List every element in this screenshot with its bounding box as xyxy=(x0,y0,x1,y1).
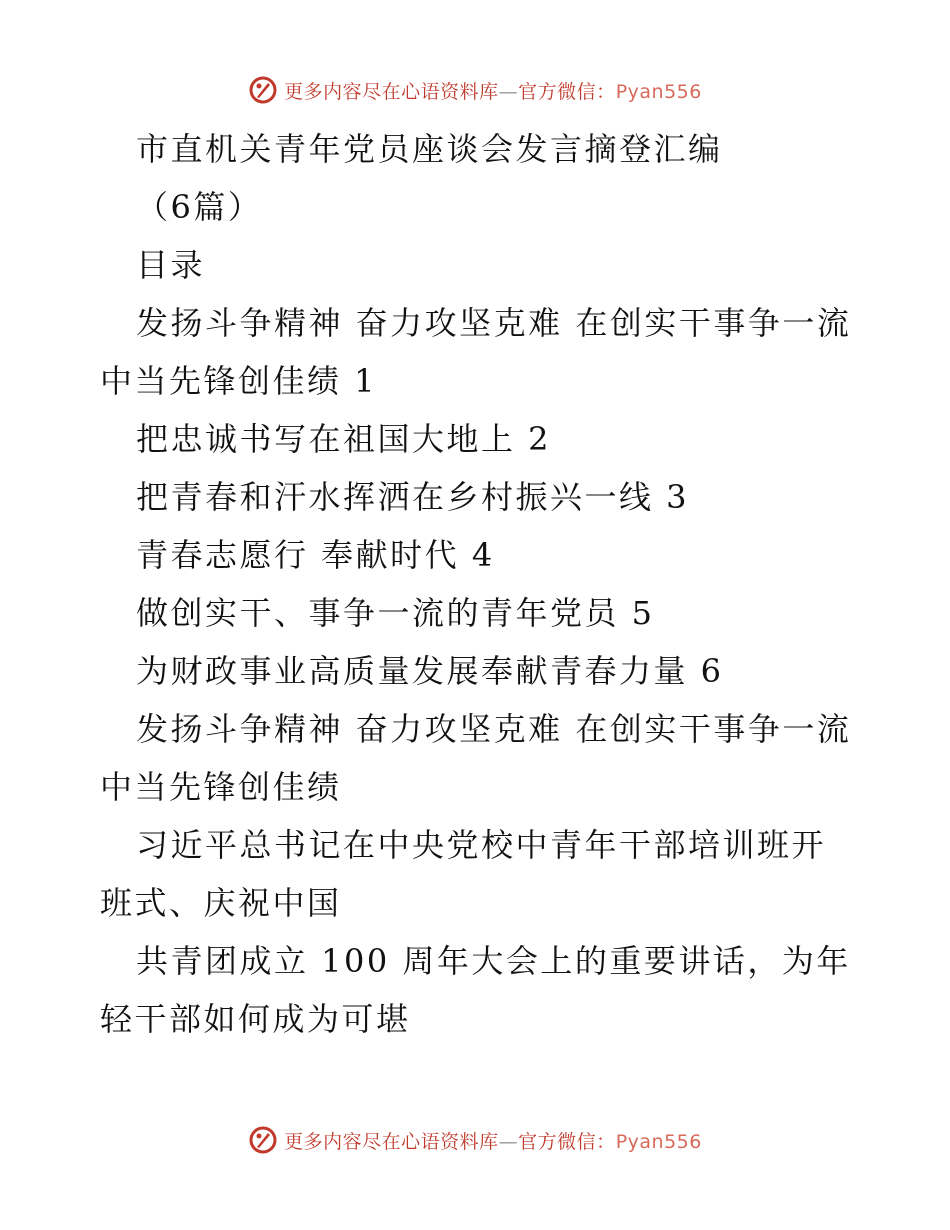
feather-logo-icon xyxy=(248,1125,278,1155)
header-watermark xyxy=(0,72,950,108)
toc-item[interactable]: 做创实干、事争一流的青年党员 5 xyxy=(136,594,655,632)
footer-watermark xyxy=(0,1122,950,1158)
document-title: 市直机关青年党员座谈会发言摘登汇编 xyxy=(136,130,723,168)
section-title: 发扬斗争精神 奋力攻坚克难 在创实干事争一流中当先锋创佳绩 xyxy=(100,710,852,806)
toc-item[interactable]: 把忠诚书写在祖国大地上 2 xyxy=(136,420,552,458)
article-count: （6篇） xyxy=(136,188,263,226)
watermark-text: 更多内容尽在心语资料库—官方微信：Pyan556 xyxy=(284,1130,702,1153)
toc-item[interactable]: 为财政事业高质量发展奉献青春力量 6 xyxy=(136,652,724,690)
toc-item[interactable]: 把青春和汗水挥洒在乡村振兴一线 3 xyxy=(136,478,690,516)
toc-item[interactable]: 青春志愿行 奉献时代 4 xyxy=(136,536,495,574)
document-body xyxy=(100,120,860,1048)
body-paragraph: 习近平总书记在中央党校中青年干部培训班开班式、庆祝中国 xyxy=(100,826,827,922)
watermark-text: 更多内容尽在心语资料库—官方微信：Pyan556 xyxy=(284,80,702,103)
toc-heading: 目录 xyxy=(136,246,206,284)
feather-logo-icon xyxy=(248,75,278,105)
toc-item[interactable]: 发扬斗争精神 奋力攻坚克难 在创实干事争一流中当先锋创佳绩 1 xyxy=(100,304,852,400)
body-paragraph: 共青团成立 100 周年大会上的重要讲话，为年轻干部如何成为可堪 xyxy=(100,942,851,1038)
